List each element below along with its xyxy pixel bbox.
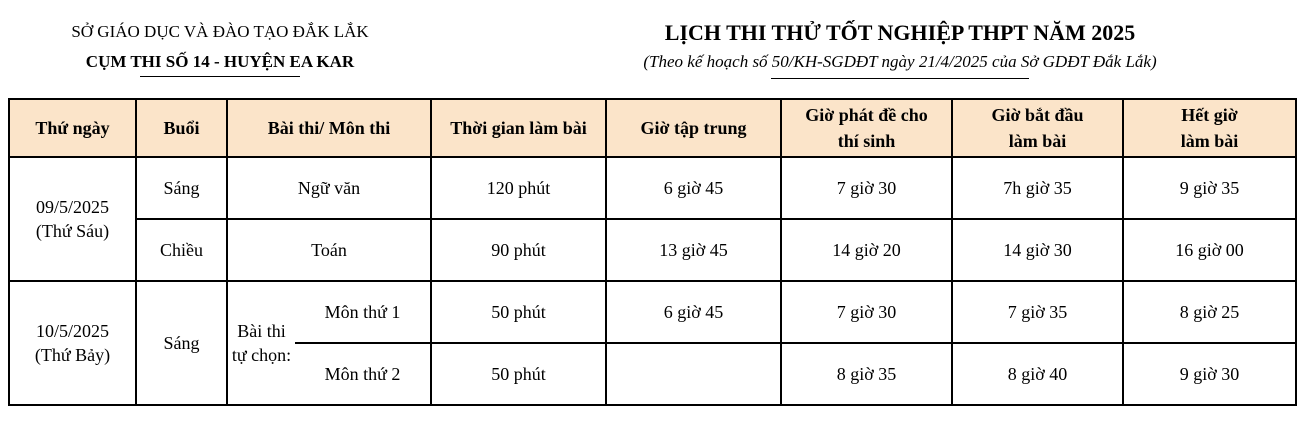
title-block bbox=[540, 18, 1260, 79]
gather-time-cell: 13 giờ 45 bbox=[606, 219, 781, 281]
issuer-underline bbox=[140, 76, 300, 77]
end-time-cell: 16 giờ 00 bbox=[1123, 219, 1296, 281]
hand-out-time-cell: 8 giờ 35 bbox=[781, 343, 952, 405]
start-time-cell: 7 giờ 35 bbox=[952, 281, 1123, 343]
session-cell: Sáng bbox=[136, 281, 227, 405]
gather-time-cell: 6 giờ 45 bbox=[606, 281, 781, 343]
table-row bbox=[9, 157, 1296, 219]
subject-cell: Toán bbox=[227, 219, 431, 281]
hand-out-time-cell: 7 giờ 30 bbox=[781, 281, 952, 343]
duration-cell: 90 phút bbox=[431, 219, 606, 281]
col-header-start-line1: Giờ bắt đầu bbox=[991, 105, 1084, 125]
exam-date: 09/5/2025 bbox=[35, 197, 109, 217]
subject-cell: Ngữ văn bbox=[227, 157, 431, 219]
col-header-subject: Bài thi/ Môn thi bbox=[227, 99, 431, 157]
col-header-end-line2: làm bài bbox=[1180, 131, 1239, 151]
exam-weekday: (Thứ Sáu) bbox=[35, 221, 110, 241]
title-underline bbox=[771, 78, 1029, 79]
gather-time-cell bbox=[606, 343, 781, 405]
session-cell: Sáng bbox=[136, 157, 227, 219]
end-time-cell: 9 giờ 30 bbox=[1123, 343, 1296, 405]
exam-weekday: (Thứ Bảy) bbox=[34, 345, 111, 365]
table-row bbox=[9, 219, 1296, 281]
end-time-cell: 9 giờ 35 bbox=[1123, 157, 1296, 219]
col-header-end bbox=[1123, 99, 1296, 157]
table-header-row bbox=[9, 99, 1296, 157]
table-row bbox=[9, 281, 1296, 343]
exam-cluster-name: CỤM THI SỐ 14 - HUYỆN EA KAR bbox=[85, 52, 355, 71]
hand-out-time-cell: 7 giờ 30 bbox=[781, 157, 952, 219]
col-header-start-line2: làm bài bbox=[1008, 131, 1067, 151]
end-time-cell: 8 giờ 25 bbox=[1123, 281, 1296, 343]
subject-cell: Môn thứ 1 bbox=[295, 281, 431, 343]
exam-schedule-table bbox=[8, 98, 1297, 406]
day-cell bbox=[9, 281, 136, 405]
hand-out-time-cell: 14 giờ 20 bbox=[781, 219, 952, 281]
col-header-start bbox=[952, 99, 1123, 157]
start-time-cell: 7h giờ 35 bbox=[952, 157, 1123, 219]
optional-exam-label-line1: Bài thi bbox=[237, 321, 286, 341]
col-header-hand-out-line2: thí sinh bbox=[837, 131, 896, 151]
optional-exam-label bbox=[227, 281, 295, 405]
session-cell: Chiều bbox=[136, 219, 227, 281]
col-header-session: Buổi bbox=[136, 99, 227, 157]
subject-cell: Môn thứ 2 bbox=[295, 343, 431, 405]
day-cell bbox=[9, 157, 136, 281]
col-header-end-line1: Hết giờ bbox=[1181, 105, 1238, 125]
document-subtitle: (Theo kế hoạch số 50/KH-SGDĐT ngày 21/4/2025 của Sở GDĐT Đắk Lắk) bbox=[643, 52, 1157, 71]
exam-date: 10/5/2025 bbox=[35, 321, 109, 341]
issuer-block bbox=[0, 20, 440, 77]
duration-cell: 50 phút bbox=[431, 281, 606, 343]
gather-time-cell: 6 giờ 45 bbox=[606, 157, 781, 219]
start-time-cell: 8 giờ 40 bbox=[952, 343, 1123, 405]
document-title: LỊCH THI THỬ TỐT NGHIỆP THPT NĂM 2025 bbox=[664, 20, 1136, 45]
col-header-gather: Giờ tập trung bbox=[606, 99, 781, 157]
col-header-hand-out-line1: Giờ phát đề cho bbox=[805, 105, 928, 125]
duration-cell: 50 phút bbox=[431, 343, 606, 405]
start-time-cell: 14 giờ 30 bbox=[952, 219, 1123, 281]
optional-exam-label-line2: tự chọn: bbox=[231, 345, 292, 365]
col-header-hand-out bbox=[781, 99, 952, 157]
department-name: SỞ GIÁO DỤC VÀ ĐÀO TẠO ĐẮK LẮK bbox=[71, 22, 369, 41]
col-header-day: Thứ ngày bbox=[9, 99, 136, 157]
col-header-duration: Thời gian làm bài bbox=[431, 99, 606, 157]
duration-cell: 120 phút bbox=[431, 157, 606, 219]
